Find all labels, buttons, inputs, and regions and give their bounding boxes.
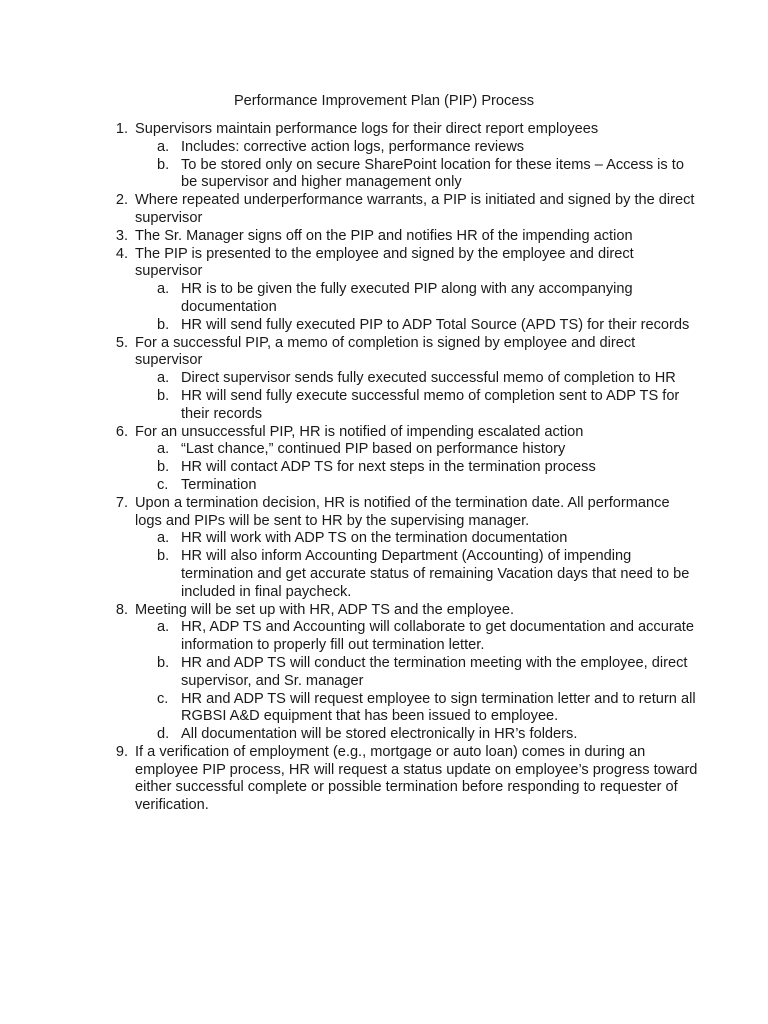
sub-item-text: HR will work with ADP TS on the termination documentation	[181, 530, 568, 547]
sub-item-letter: d.	[157, 726, 170, 743]
list-item	[108, 424, 698, 495]
item-text: If a verification of employment (e.g., mortgage or auto loan) comes in during an employee PIP process, HR will request a status update on employee’s progress toward either successful complete or possible termination before responding to requester of verification.	[135, 743, 698, 814]
sub-item-letter: a.	[157, 281, 170, 298]
sub-list	[135, 281, 698, 334]
sub-list-item	[135, 548, 698, 601]
sub-list	[135, 139, 698, 192]
sub-item-text: “Last chance,” continued PIP based on performance history	[181, 441, 566, 458]
item-text: The PIP is presented to the employee and signed by the employee and direct supervisor	[135, 245, 634, 280]
list-item	[108, 335, 698, 424]
item-text: Supervisors maintain performance logs for their direct report employees	[135, 121, 599, 137]
item-text: The Sr. Manager signs off on the PIP and notifies HR of the impending action	[135, 227, 633, 244]
sub-item-letter: a.	[157, 370, 170, 387]
sub-item-text: HR will send fully execute successful memo of completion sent to ADP TS for their records	[181, 387, 680, 422]
sub-item-letter: b.	[157, 316, 170, 333]
process-steps-list	[108, 121, 698, 815]
sub-list	[135, 619, 698, 744]
sub-list-item	[135, 655, 698, 691]
item-number: 5.	[115, 334, 128, 351]
sub-item-text: HR will also inform Accounting Department (Accounting) of impending termination and get accurate status of remaining Vacation days that need to be included in final paycheck.	[181, 548, 690, 600]
sub-list-item	[135, 139, 698, 157]
sub-list-item	[135, 691, 698, 727]
sub-item-text: To be stored only on secure SharePoint location for these items – Access is to be supervisor and higher management only	[181, 156, 684, 191]
item-number: 1.	[115, 121, 128, 137]
list-item	[108, 744, 698, 815]
item-number: 3.	[115, 227, 128, 244]
sub-item-text: HR will contact ADP TS for next steps in the termination process	[181, 459, 596, 476]
sub-list-item	[135, 726, 698, 744]
item-number: 2.	[115, 192, 128, 209]
sub-list-item	[135, 441, 698, 459]
sub-item-letter: a.	[157, 530, 170, 547]
sub-list-item	[135, 619, 698, 655]
list-item	[108, 228, 698, 246]
sub-list-item	[135, 370, 698, 388]
list-item	[108, 602, 698, 744]
sub-item-letter: b.	[157, 459, 170, 476]
sub-item-letter: b.	[157, 548, 170, 565]
sub-list-item	[135, 157, 698, 193]
list-item	[108, 246, 698, 335]
list-item	[108, 121, 698, 192]
item-number: 7.	[115, 494, 128, 511]
sub-item-text: Direct supervisor sends fully executed successful memo of completion to HR	[181, 370, 676, 387]
sub-item-letter: c.	[157, 690, 169, 707]
item-number: 6.	[115, 423, 128, 440]
sub-item-letter: c.	[157, 476, 169, 493]
item-text: Meeting will be set up with HR, ADP TS and the employee.	[135, 601, 515, 618]
sub-item-text: All documentation will be stored electronically in HR’s folders.	[181, 726, 578, 743]
sub-item-text: HR and ADP TS will request employee to sign termination letter and to return all RGBSI A&D equipment that has been issued to employee.	[181, 690, 696, 725]
item-text: Where repeated underperformance warrants, a PIP is initiated and signed by the direct supervisor	[135, 192, 695, 226]
sub-list-item	[135, 317, 698, 335]
sub-item-letter: a.	[157, 138, 170, 155]
item-number: 4.	[115, 245, 128, 262]
item-number: 9.	[115, 743, 128, 760]
sub-list	[135, 441, 698, 494]
sub-list	[135, 370, 698, 423]
sub-item-letter: a.	[157, 441, 170, 458]
sub-item-text: HR is to be given the fully executed PIP along with any accompanying documentation	[181, 281, 633, 315]
sub-list-item	[135, 530, 698, 548]
sub-item-text: HR and ADP TS will conduct the termination meeting with the employee, direct supervisor, and Sr. manager	[181, 654, 688, 689]
sub-item-text: Termination	[181, 476, 257, 493]
sub-item-text: Includes: corrective action logs, performance reviews	[181, 138, 525, 155]
sub-list-item	[135, 459, 698, 477]
item-number: 8.	[115, 601, 128, 618]
list-item	[108, 192, 698, 228]
list-item	[108, 495, 698, 602]
sub-item-letter: b.	[157, 387, 170, 404]
sub-list	[135, 530, 698, 601]
sub-item-letter: b.	[157, 156, 170, 173]
document-title: Performance Improvement Plan (PIP) Process	[233, 93, 535, 109]
sub-list-item	[135, 281, 698, 317]
item-text: For a successful PIP, a memo of completion is signed by employee and direct supervisor	[135, 334, 636, 369]
sub-list-item	[135, 477, 698, 495]
sub-item-letter: b.	[157, 654, 170, 671]
item-text: Upon a termination decision, HR is notified of the termination date. All performance logs and PIPs will be sent to HR by the supervising manager.	[135, 494, 670, 529]
sub-list-item	[135, 388, 698, 424]
sub-item-text: HR, ADP TS and Accounting will collaborate to get documentation and accurate information to properly fill out termination letter.	[181, 619, 694, 654]
sub-item-text: HR will send fully executed PIP to ADP Total Source (APD TS) for their records	[181, 316, 690, 333]
item-text: For an unsuccessful PIP, HR is notified of impending escalated action	[135, 423, 584, 440]
sub-item-letter: a.	[157, 619, 170, 636]
